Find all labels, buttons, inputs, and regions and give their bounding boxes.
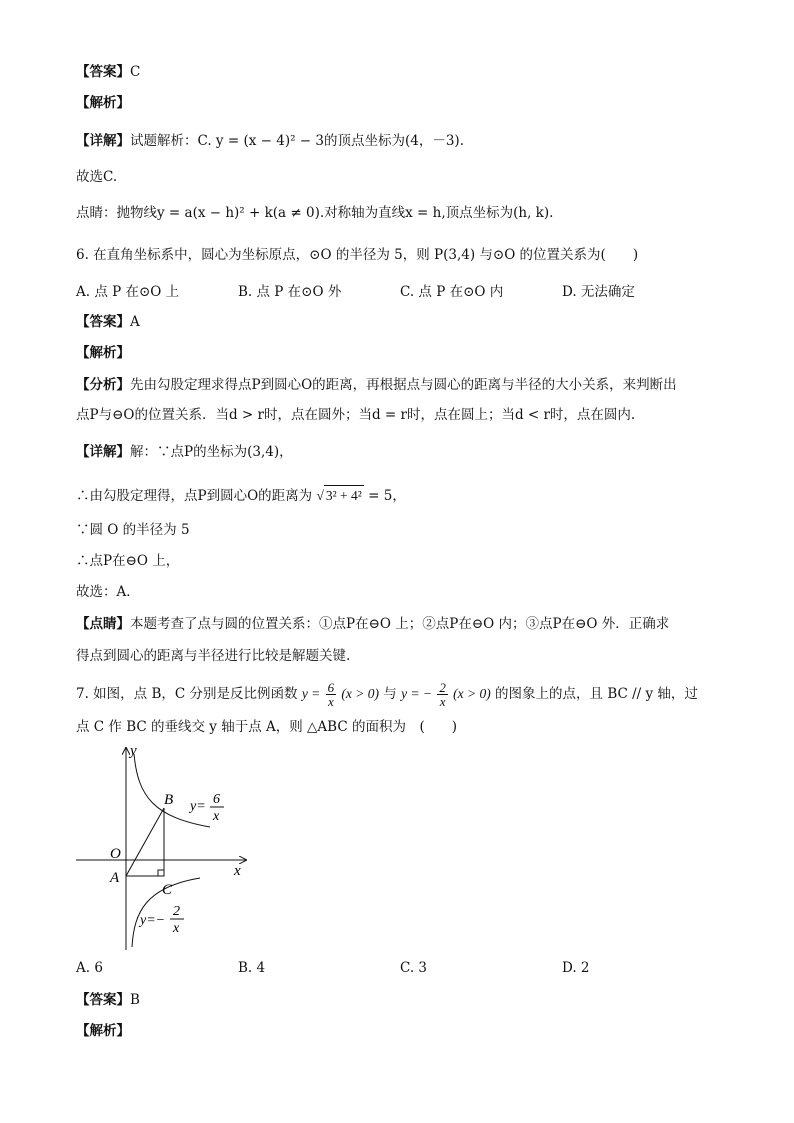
q6-detail-line2: ∴由勾股定理得，点P到圆心O的距离为 √ 3² + 4² = 5， bbox=[76, 485, 406, 506]
q7-option-b: B. 4 bbox=[238, 960, 266, 976]
q7-figure bbox=[70, 742, 260, 954]
note-text: 抛物线y = a(x − h)² + k(a ≠ 0).对称轴为直线x = h,顶点坐标为(h, k). bbox=[116, 205, 554, 221]
q6-summary-line2: 得点到圆心的距离与半径进行比较是解题关键. bbox=[76, 648, 351, 664]
point-a-label: A bbox=[110, 870, 120, 886]
q7-option-c: C. 3 bbox=[400, 960, 428, 976]
segment-ab bbox=[126, 808, 164, 876]
answer-value: A bbox=[130, 314, 140, 330]
q5-detail-text: 试题解析：C. y = (x − 4)² − 3的顶点坐标为(4，－3). bbox=[130, 133, 464, 149]
fraction-2-over-x: $\frac{2}{x}$ bbox=[439, 680, 446, 709]
point-c-label: C bbox=[162, 882, 173, 898]
q7-option-d: D. 2 bbox=[562, 960, 590, 976]
q6-analysis-line2: 点P与⊖O的位置关系．当d > r时，点在圆外；当d = r时，点在圆上；当d < r时，点在圆内. bbox=[76, 407, 636, 423]
q6-summary-line1: 【点睛】本题考查了点与圆的位置关系：①点P在⊖O 上；②点P在⊖O 内；③点P在⊖O 外．正确求 bbox=[76, 616, 670, 632]
fraction-6-over-x: $\frac{6}{x}$ bbox=[327, 680, 335, 709]
q5-analysis-tag: 【解析】 bbox=[76, 95, 130, 111]
q7-answer: 【答案】B bbox=[76, 992, 140, 1008]
q6-option-b: B. 点 P 在⊙O 外 bbox=[238, 284, 342, 300]
q7-option-a: A. 6 bbox=[76, 960, 103, 976]
q6-detail-line5: 故选：A． bbox=[76, 584, 140, 600]
curve1-lhs: y= bbox=[190, 799, 206, 814]
q5-note bbox=[76, 203, 553, 223]
q6-analysis-line1: 【分析】先由勾股定理求得点P到圆心O的距离，再根据点与圆心的距离与半径的大小关系，来判断出 bbox=[76, 377, 677, 393]
q6-option-d: D. 无法确定 bbox=[562, 284, 635, 300]
answer-tag: 【答案】 bbox=[76, 64, 130, 80]
sqrt-expression: 3² + 4² bbox=[324, 485, 364, 506]
curve1-den: x bbox=[213, 809, 220, 824]
q6-option-a: A. 点 P 在⊙O 上 bbox=[76, 284, 180, 300]
q6-answer: 【答案】A bbox=[76, 314, 140, 330]
q5-answer bbox=[76, 62, 140, 82]
q6-detail-line3: ∵圆 O 的半径为 5 bbox=[76, 522, 190, 538]
curve-y-6-over-x bbox=[134, 754, 210, 827]
q5-conclusion: 故选C. bbox=[76, 169, 118, 185]
axis-x-label: x bbox=[234, 863, 241, 879]
curve2-lhs: y=− bbox=[140, 913, 166, 928]
q5-detail: 【详解】试题解析：C. y = (x − 4)² − 3的顶点坐标为(4，－3). bbox=[76, 133, 464, 149]
curve2-den: x bbox=[173, 921, 180, 936]
right-angle-mark bbox=[158, 870, 164, 876]
q6-detail-line1: 【详解】解：∵点P的坐标为(3,4)， bbox=[76, 444, 293, 460]
q6-option-c: C. 点 P 在⊙O 内 bbox=[400, 284, 504, 300]
q7-stem-line1: 7. 如图，点 B，C 分别是反比例函数 y = $\frac{6}{x}$ (x > 0) 与 y = − $\frac{2}{x}$ (x > 0) 的图象上的点，且 BC // y 轴，过 bbox=[76, 680, 698, 709]
q7-analysis-tag: 【解析】 bbox=[76, 1023, 130, 1039]
q6-analysis-tag: 【解析】 bbox=[76, 345, 130, 361]
origin-label: O bbox=[110, 846, 121, 862]
axis-y-label: y bbox=[130, 743, 137, 759]
q7-stem-line2: 点 C 作 BC 的垂线交 y 轴于点 A，则 △ABC 的面积为 ( ) bbox=[76, 719, 457, 735]
curve2-num: 2 bbox=[173, 904, 180, 919]
note-label: 点睛： bbox=[76, 205, 117, 221]
q6-stem: 6. 在直角坐标系中，圆心为坐标原点，⊙O 的半径为 5，则 P(3,4) 与⊙O 的位置关系为( ) bbox=[76, 247, 639, 263]
curve1-num: 6 bbox=[213, 792, 220, 807]
answer-value: C bbox=[130, 64, 141, 80]
q6-detail-line4: ∴点P在⊖O 上， bbox=[76, 553, 180, 569]
point-b-label: B bbox=[164, 792, 174, 808]
answer-value: B bbox=[130, 992, 140, 1008]
